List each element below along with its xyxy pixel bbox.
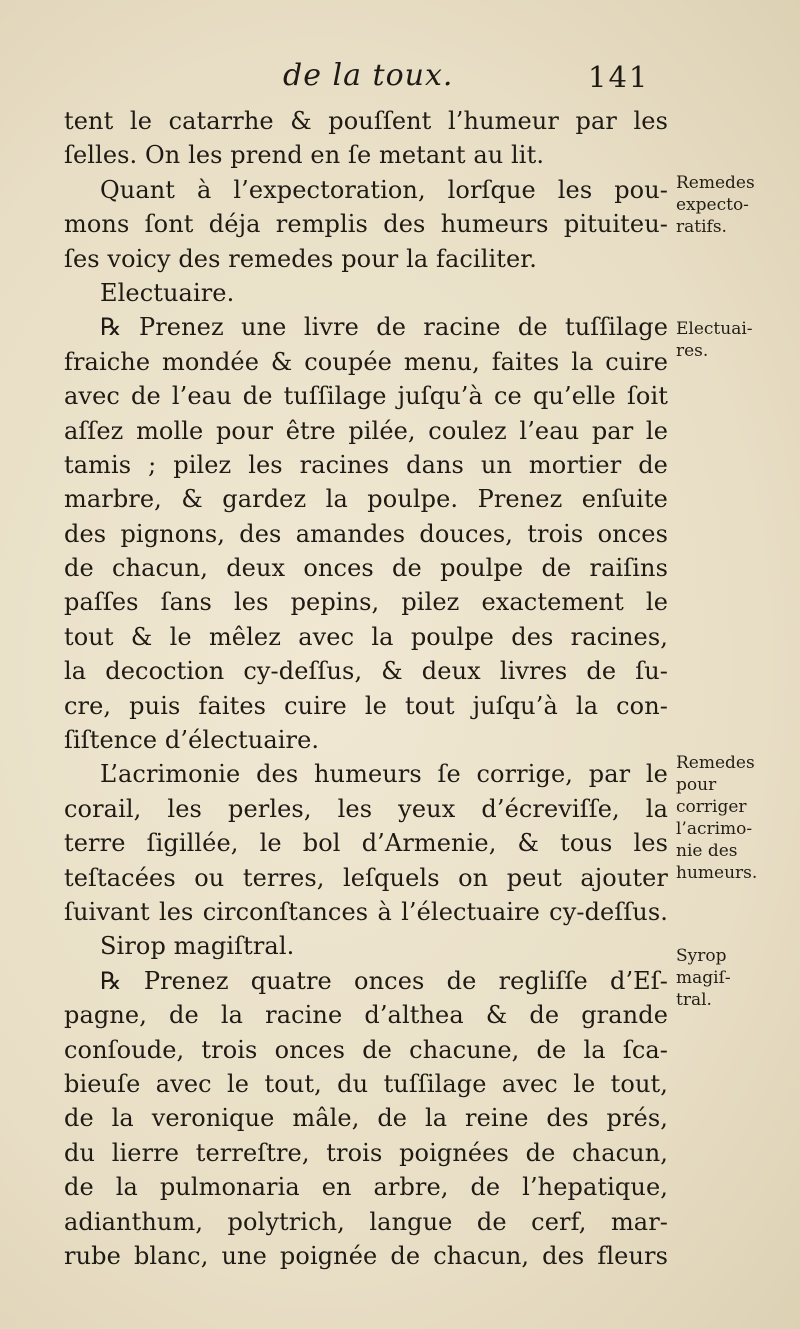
text-line: Quant à l’expectoration, lorſque les pou- bbox=[100, 175, 668, 204]
text-line: de chacun, deux onces de poulpe de raiſins bbox=[64, 554, 668, 583]
running-title: de la toux. bbox=[283, 58, 454, 93]
margin-note bbox=[676, 172, 800, 238]
margin-note-line: Syrop bbox=[676, 946, 727, 966]
text-line: marbre, & gardez la poulpe. Prenez enſuite bbox=[64, 485, 668, 514]
text-line: ℞ Prenez quatre onces de regliſſe d’Eſ- bbox=[100, 966, 668, 995]
text-line: des pignons, des amandes douces, trois onces bbox=[64, 519, 668, 548]
text-line: mons ſont déja remplis des humeurs pituiteu- bbox=[64, 210, 668, 239]
margin-note-line: l’acrimo- bbox=[676, 819, 753, 839]
text-line: cre, puis faites cuire le tout juſqu’à la con- bbox=[64, 691, 668, 720]
text-line: rube blanc, une poignée de chacun, des fleurs bbox=[64, 1241, 668, 1270]
margin-note-line: Remedes bbox=[676, 173, 755, 193]
text-line: tamis ; pilez les racines dans un mortier de bbox=[64, 450, 668, 479]
margin-note-line: humeurs. bbox=[676, 863, 758, 883]
text-line: pagne, de la racine d’althea & de grande bbox=[64, 1001, 668, 1030]
text-line: conſoude, trois onces de chacune, de la ſca- bbox=[64, 1035, 668, 1064]
section-heading: Sirop magiſtral. bbox=[100, 932, 295, 961]
margin-note-line: ratifs. bbox=[676, 217, 727, 237]
margin-note-line: expecto- bbox=[676, 195, 749, 215]
text-line: de la pulmonaria en arbre, de l’hepatique, bbox=[64, 1173, 668, 1202]
text-line: L’acrimonie des humeurs ſe corrige, par le bbox=[100, 760, 668, 789]
text-line: ſuivant les circonſtances à l’électuaire cy-deſſus. bbox=[64, 897, 668, 926]
text-line: ſiſtence d’électuaire. bbox=[64, 726, 320, 755]
margin-note-line: Remedes bbox=[676, 753, 755, 773]
body-text bbox=[64, 104, 668, 1273]
text-line: du lierre terreſtre, trois poignées de chacun, bbox=[64, 1138, 668, 1167]
text-line: aſſez molle pour être pilée, coulez l’eau par le bbox=[64, 416, 668, 445]
text-line: corail, les perles, les yeux d’écreviſſe, la bbox=[64, 794, 668, 823]
margin-note-line: res. bbox=[676, 341, 709, 361]
text-line: terre ſigillée, le bol d’Armenie, & tous les bbox=[64, 829, 668, 858]
margin-note-line: magiſ- bbox=[676, 968, 731, 988]
text-line: de la veronique mâle, de la reine des prés, bbox=[64, 1104, 668, 1133]
text-line: la decoction cy-deſſus, & deux livres de ſu- bbox=[64, 657, 668, 686]
text-line: adianthum, polytrich, langue de cerf, mar- bbox=[64, 1207, 668, 1236]
margin-note-line: Electuai- bbox=[676, 319, 753, 339]
section-heading: Electuaire. bbox=[100, 278, 235, 307]
margin-note-line: nie des bbox=[676, 841, 738, 861]
text-line: ℞ Prenez une livre de racine de tuſſilage bbox=[100, 313, 668, 342]
text-line: paſſes ſans les pepins, pilez exactement le bbox=[64, 588, 668, 617]
text-line: avec de l’eau de tuſſilage juſqu’à ce qu’elle ſoit bbox=[64, 382, 668, 411]
text-line: fraiche mondée & coupée menu, faites la cuire bbox=[64, 347, 668, 376]
margin-note bbox=[676, 752, 800, 884]
text-line: tent le catarrhe & pouſſent l’humeur par les bbox=[64, 107, 668, 135]
text-line: teſtacées ou terres, leſquels on peut ajouter bbox=[64, 863, 668, 892]
text-line: ſelles. On les prend en ſe metant au lit. bbox=[64, 141, 545, 170]
text-line: tout & le mêlez avec la poulpe des racines, bbox=[64, 622, 668, 651]
margin-note bbox=[676, 945, 800, 1011]
margin-note bbox=[676, 318, 800, 362]
page-number: 141 bbox=[588, 60, 650, 94]
page-header bbox=[0, 58, 800, 100]
text-line: bieuſe avec le tout, du tuſſilage avec le tout, bbox=[64, 1069, 668, 1098]
margin-note-line: pour bbox=[676, 775, 717, 795]
margin-note-line: tral. bbox=[676, 990, 712, 1010]
text-line: ſes voicy des remedes pour la faciliter. bbox=[64, 244, 537, 273]
margin-note-line: corriger bbox=[676, 797, 747, 817]
